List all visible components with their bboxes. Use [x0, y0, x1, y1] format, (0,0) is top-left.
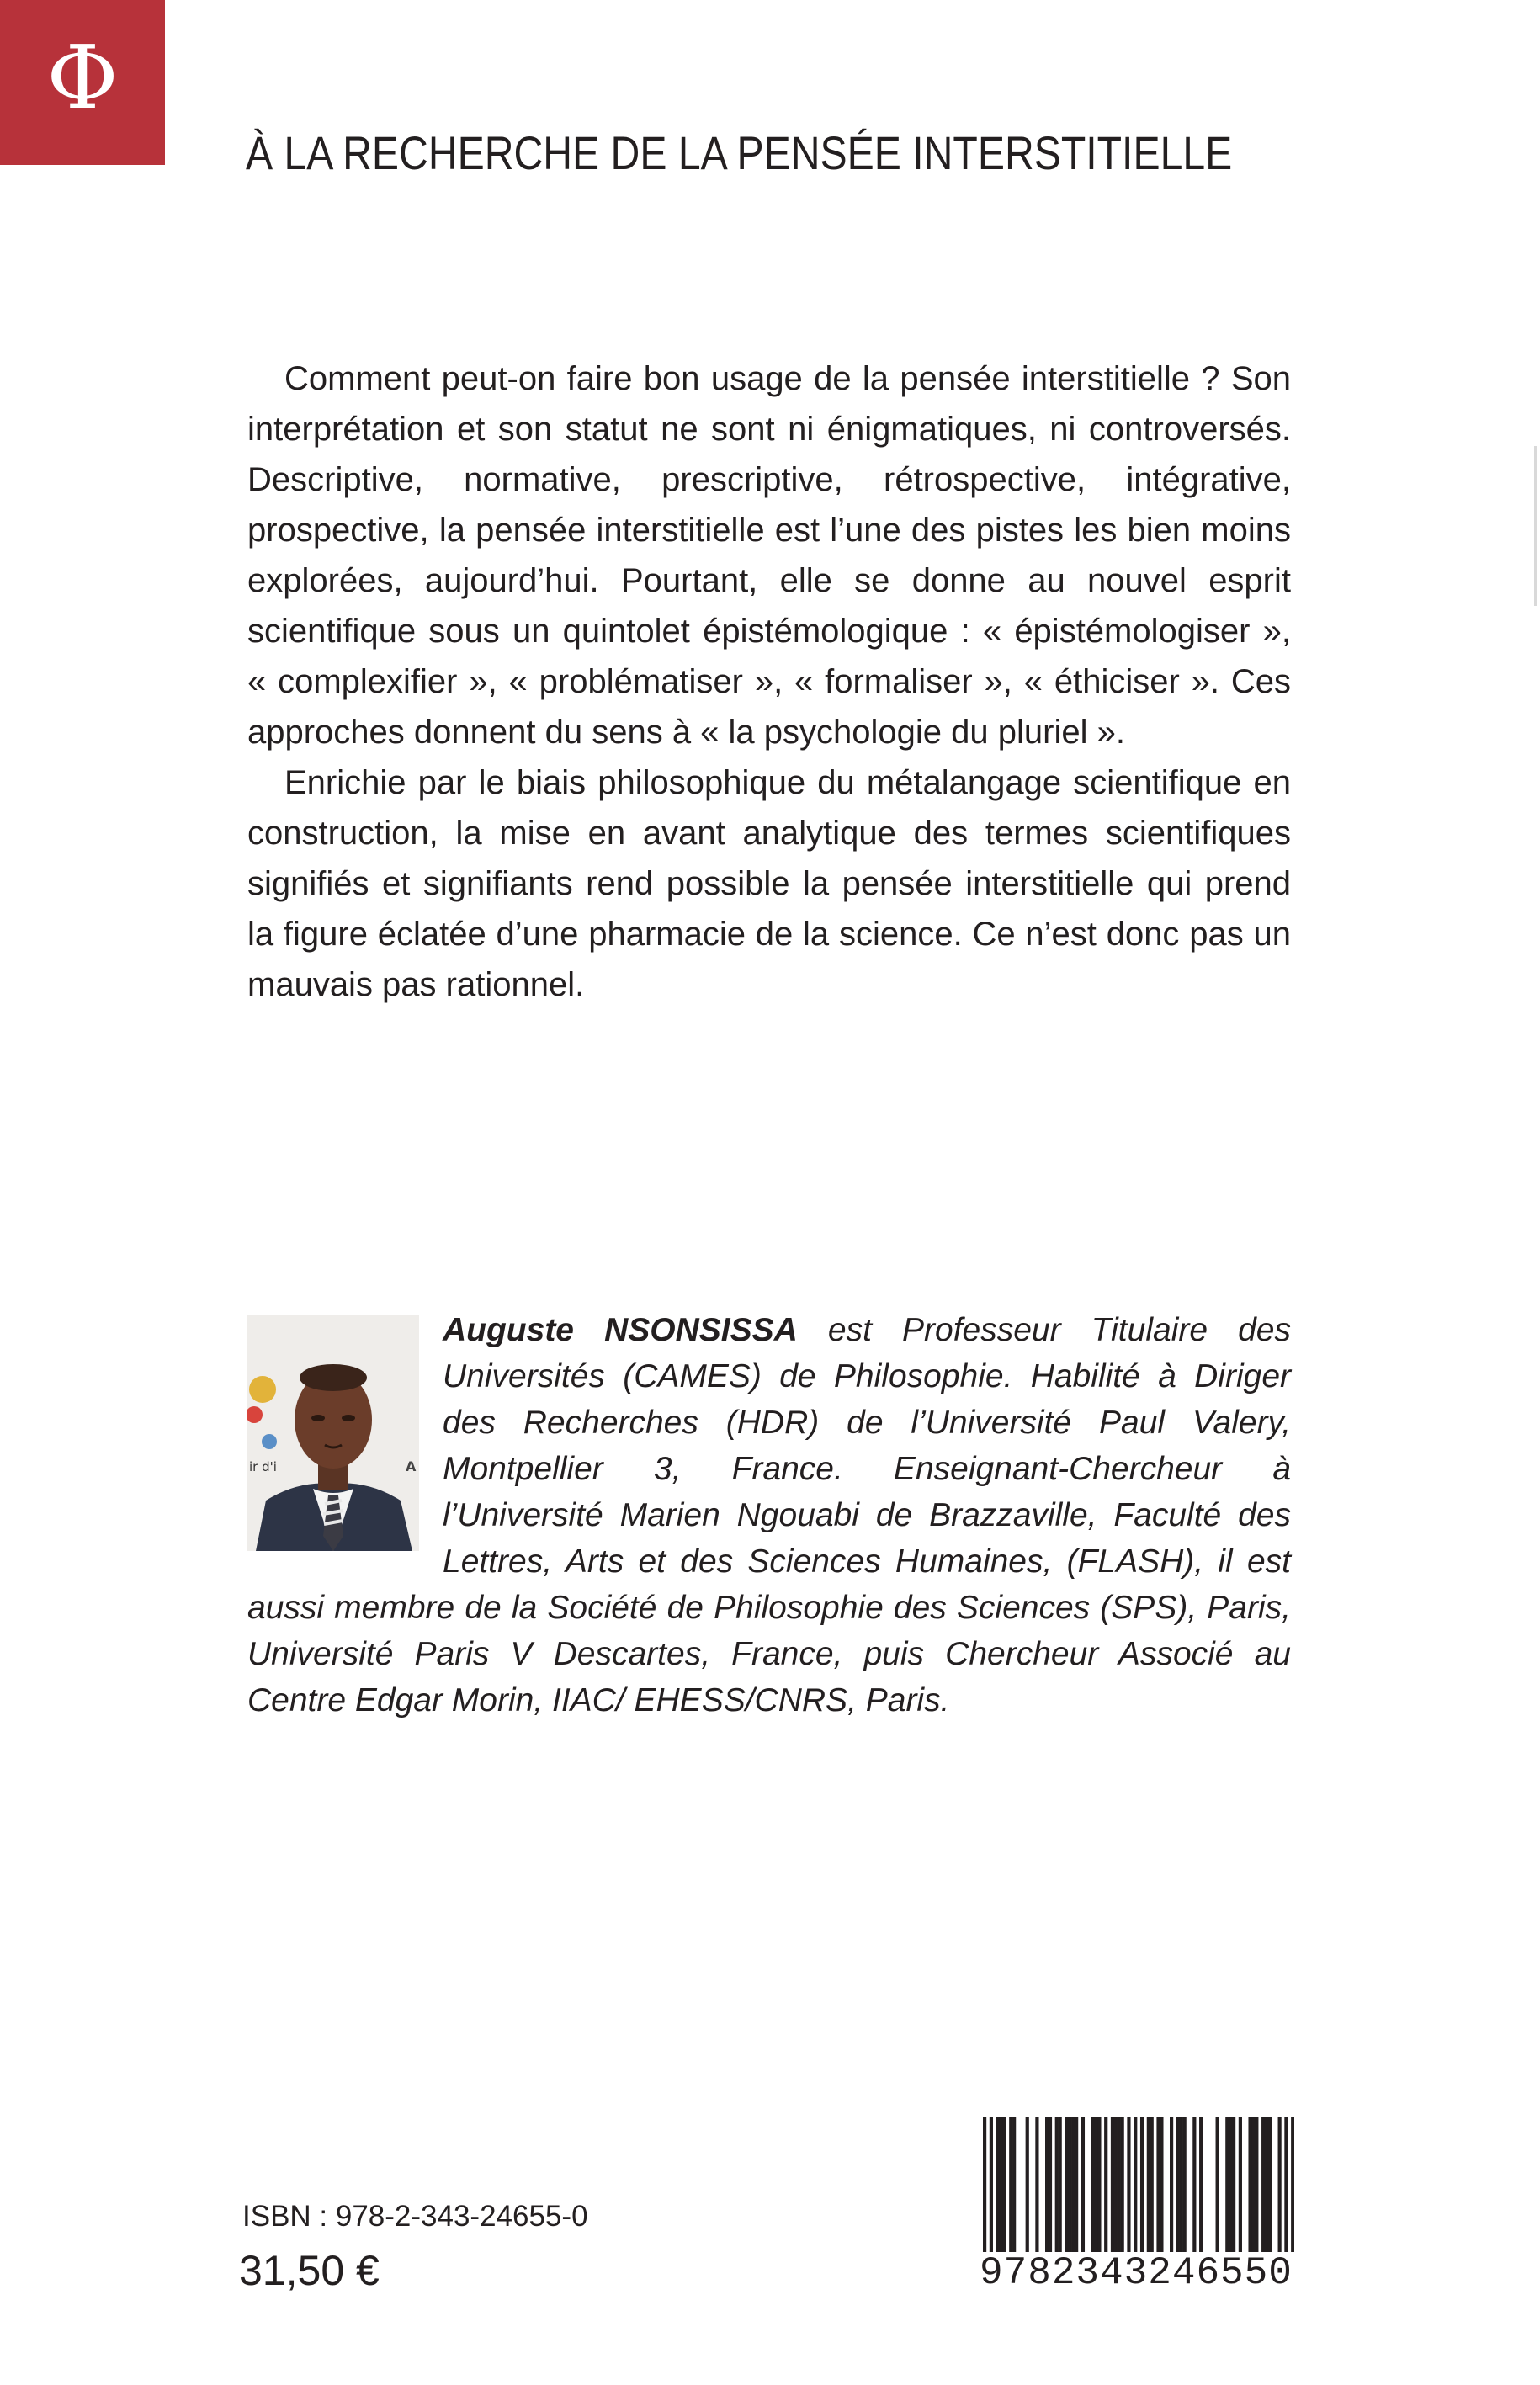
barcode-bar [1278, 2117, 1282, 2252]
barcode-bar [1156, 2117, 1160, 2252]
author-photo [247, 1315, 419, 1551]
barcode-bar [1114, 2117, 1118, 2252]
svg-text:Φ: Φ [46, 26, 119, 129]
barcode-bar [1229, 2117, 1232, 2252]
svg-text:A: A [406, 1458, 417, 1474]
barcode-bar [1012, 2117, 1016, 2252]
barcode-bar [1225, 2117, 1229, 2252]
barcode-bar [1071, 2117, 1075, 2252]
barcode-bar [1002, 2117, 1006, 2252]
blurb-paragraph-1: Comment peut-on faire bon usage de la pensée interstitielle ? Son interprétation et son statut ne sont ni énigmatiques, ni controversés. Descriptive, normative, prescriptive, rétrospective, intégrative, prospective, la pensée interstitielle est l’une des pistes les bien moins explorées, aujourd’hui. Pourtant, elle se donne au nouvel esprit scientifique sous un quintolet épistémologique : « épistémologiser », « complexifier », « problématiser », « formaliser », « éthiciser ». Ces approches donnent du sens à « la psychologie du pluriel ». [247, 360, 1291, 751]
barcode-bar [1183, 2117, 1187, 2252]
barcode-bar [1216, 2117, 1219, 2252]
barcode-bar [1045, 2117, 1049, 2252]
barcode-bar [1160, 2117, 1163, 2252]
barcode-bar [1180, 2117, 1183, 2252]
book-blurb [247, 353, 1291, 1010]
barcode-bar [1192, 2117, 1196, 2252]
barcode-bar [1104, 2117, 1107, 2252]
barcode-bar [996, 2117, 1000, 2252]
barcode-bar [1265, 2117, 1268, 2252]
barcode-bar [1009, 2117, 1012, 2252]
barcode-bar [1026, 2117, 1029, 2252]
barcode-bar [1255, 2117, 1258, 2252]
phi-logo-icon [0, 0, 165, 165]
barcode-bar [1150, 2117, 1154, 2252]
barcode-bar [1170, 2117, 1173, 2252]
barcode-bar [1232, 2117, 1235, 2252]
barcode-bar [1176, 2117, 1180, 2252]
svg-text:ir d'i: ir d'i [249, 1459, 277, 1474]
barcode-bar [1049, 2117, 1052, 2252]
barcode-bar [1261, 2117, 1265, 2252]
barcode-bar [1068, 2117, 1071, 2252]
author-bio-text: est Professeur Titulaire des Universités (CAMES) de Philosophie. Habilité à Diriger des Recherches (HDR) de l’Université Paul Valery, Montpellier 3, France. Enseignant-Chercheur à l’Université Marien Ngouabi de Brazzaville, Faculté des Lettres, Arts et des Sciences Humaines, (FLASH), il est aussi membre de la Société de Philosophie des Sciences (SPS), Paris, Université Paris V Descartes, France, puis Chercheur Associé au Centre Edgar Morin, IIAC/ EHESS/CNRS, Paris. [247, 1312, 1291, 1718]
barcode-bar [1118, 2117, 1121, 2252]
publisher-logo [0, 0, 165, 165]
barcode-bar [1059, 2117, 1062, 2252]
edge-mark [1534, 446, 1537, 606]
barcode-bar [1055, 2117, 1059, 2252]
barcode-bar [1094, 2117, 1097, 2252]
barcode-bar [1239, 2117, 1242, 2252]
barcode-bar [1248, 2117, 1251, 2252]
barcode-bar [1081, 2117, 1085, 2252]
barcode-bar [1035, 2117, 1038, 2252]
barcode-bar [1251, 2117, 1255, 2252]
barcode-bar [1111, 2117, 1114, 2252]
barcode-bar [1097, 2117, 1101, 2252]
author-name: Auguste NSONSISSA [443, 1312, 798, 1348]
isbn-label: ISBN : 978-2-343-24655-0 [242, 2200, 588, 2233]
blurb-paragraph-2: Enrichie par le biais philosophique du métalangage scientifique en construction, la mise en avant analytique des termes scientifiques signifiés et signifiants rend possible la pensée interstitielle qui prend la figure éclatée d’une pharmacie de la science. Ce n’est donc pas un mauvais pas rationnel. [247, 764, 1291, 1003]
barcode-bar [1075, 2117, 1078, 2252]
barcode-bar [1147, 2117, 1150, 2252]
barcode-bar [1121, 2117, 1124, 2252]
barcode-bar [1268, 2117, 1272, 2252]
barcode-bar [1091, 2117, 1095, 2252]
price-label: 31,50 € [239, 2247, 380, 2294]
barcode-bar [1127, 2117, 1130, 2252]
book-title: À LA RECHERCHE DE LA PENSÉE INTERSTITIELLE [246, 126, 1233, 179]
barcode-bar [999, 2117, 1002, 2252]
author-portrait-icon [247, 1315, 419, 1551]
barcode-bar [1065, 2117, 1068, 2252]
barcode-bar [1199, 2117, 1203, 2252]
barcode-digits: 9782343246550 [980, 2252, 1299, 2294]
